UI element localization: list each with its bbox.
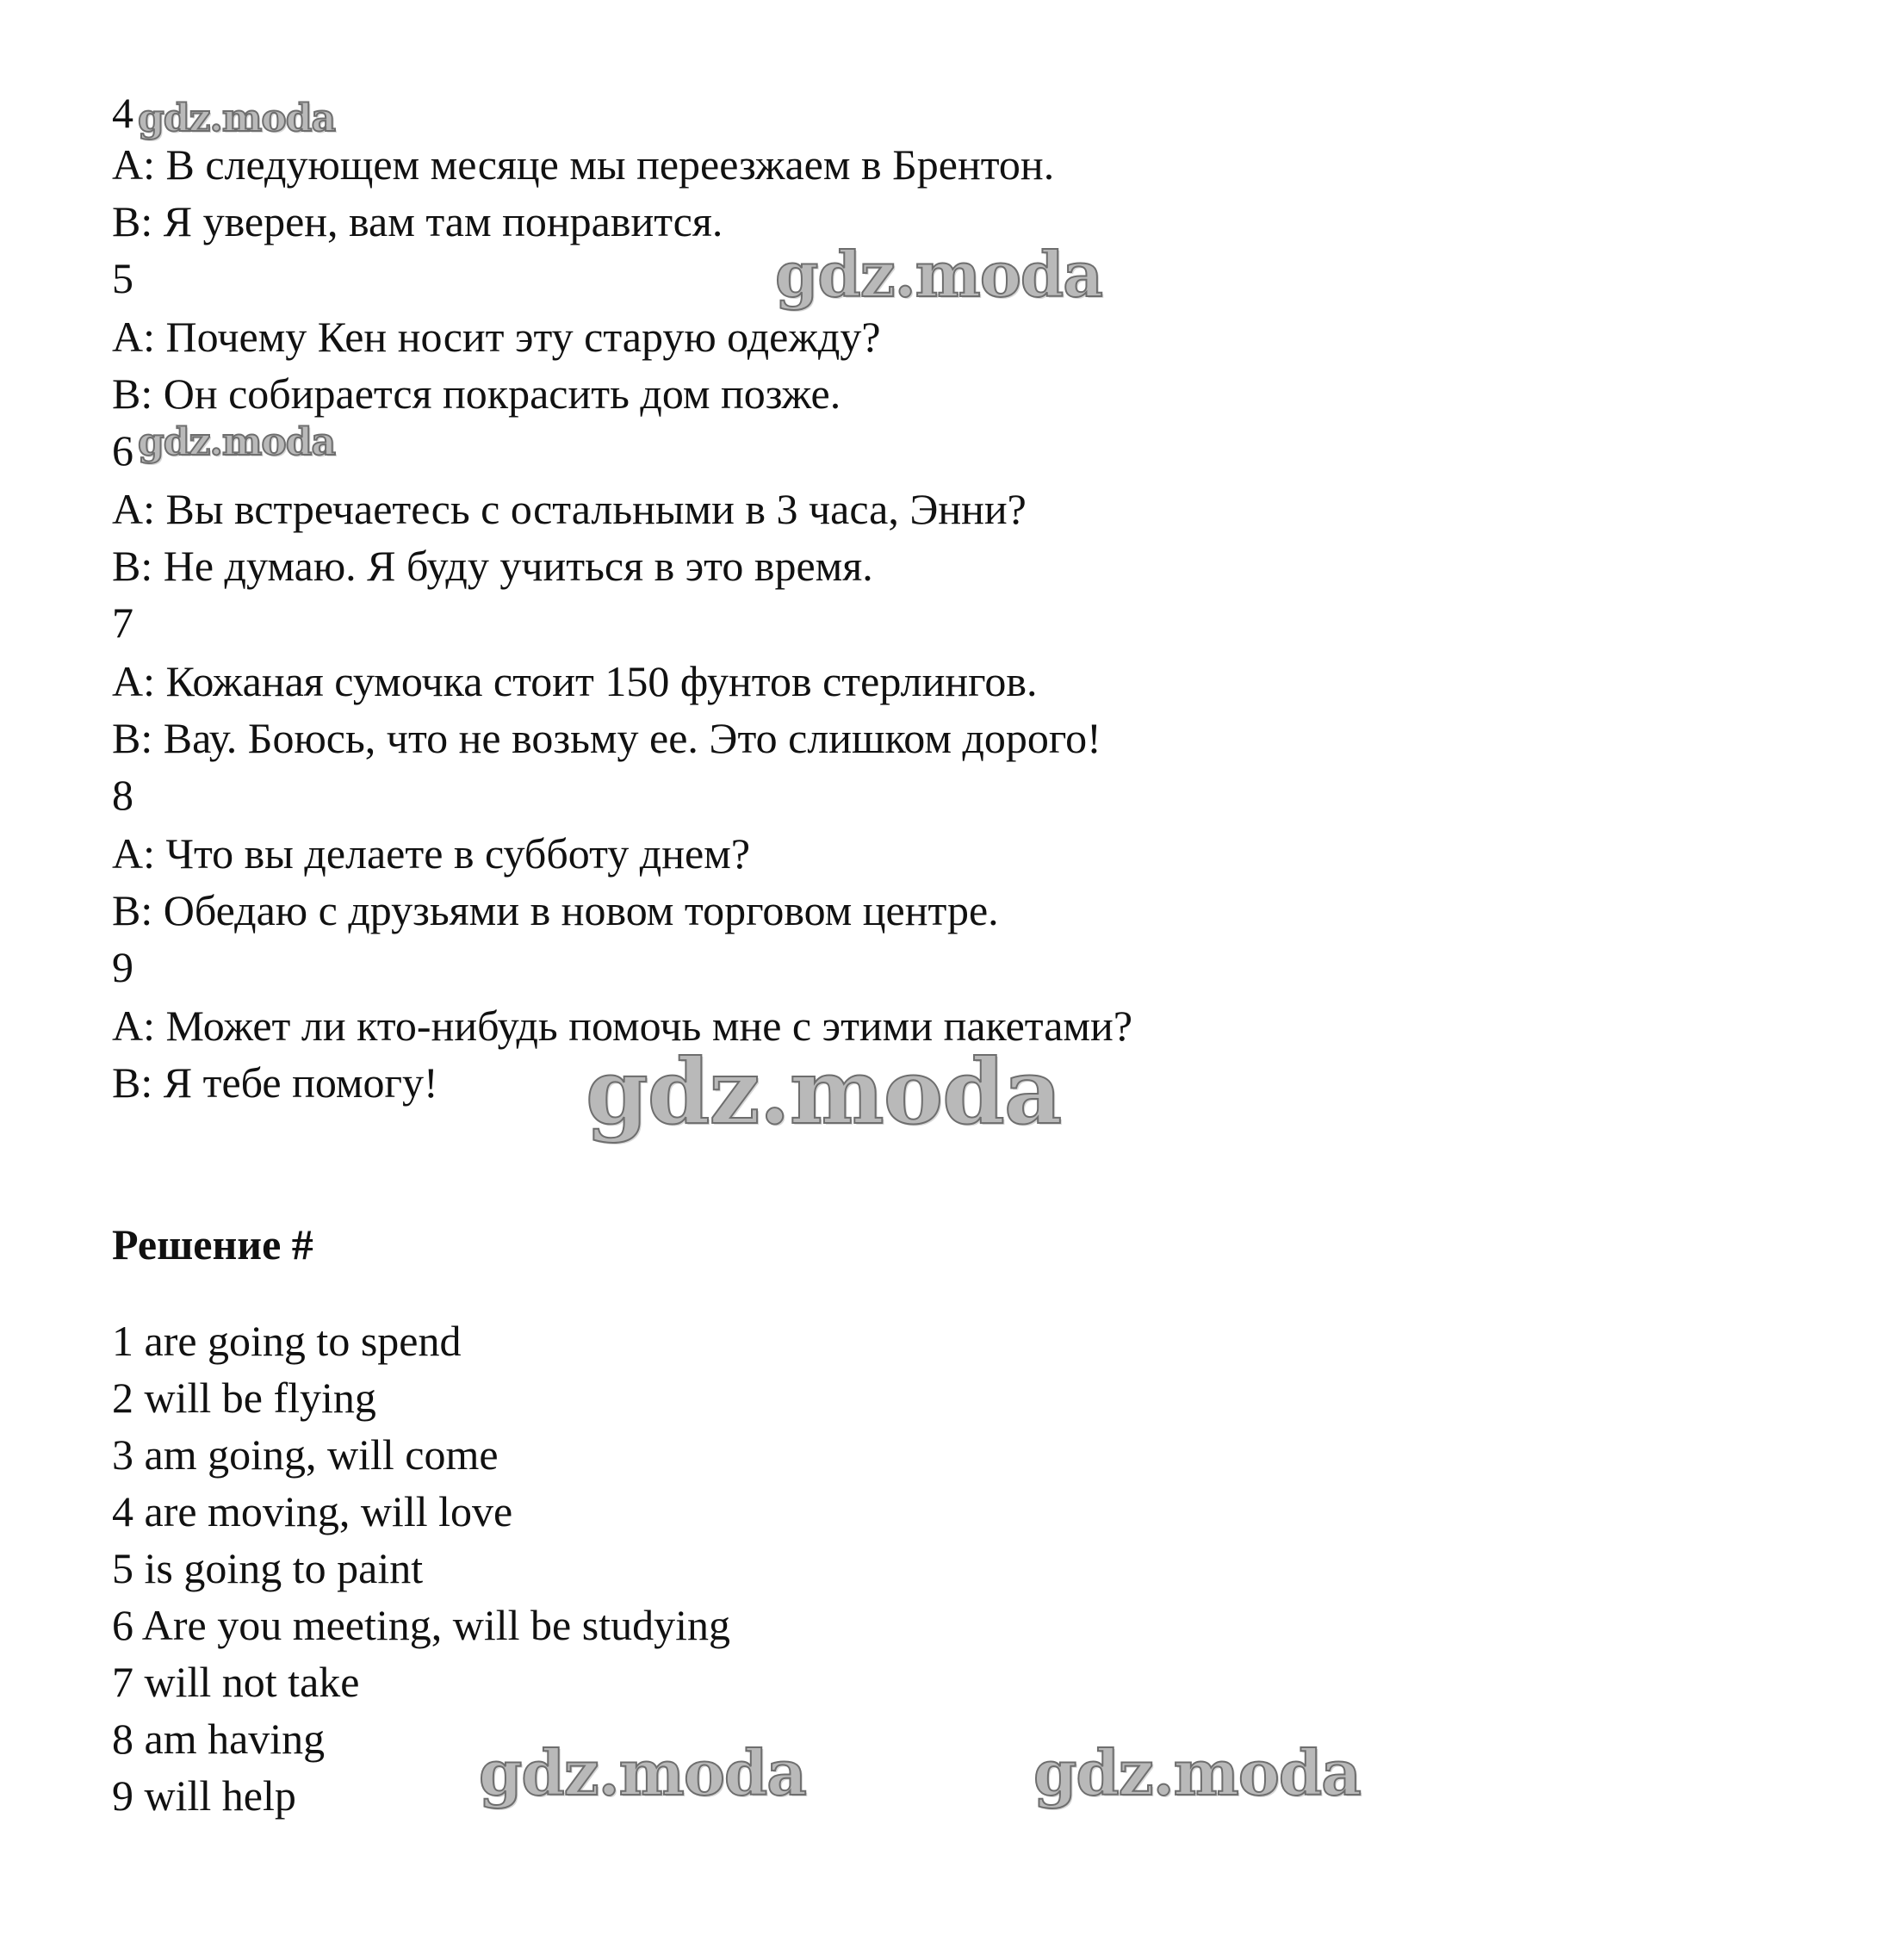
answer-item: 4 are moving, will love: [112, 1487, 513, 1535]
watermark: gdz.moda: [586, 1039, 1062, 1144]
solution-heading: Решение #: [112, 1220, 313, 1268]
answer-item: 6 Are you meeting, will be studying: [112, 1601, 730, 1649]
dialogue-number: 6: [112, 426, 133, 474]
dialogue-line-a: A: Кожаная сумочка стоит 150 фунтов стерлингов.: [112, 657, 1038, 705]
dialogue-number: 4: [112, 89, 133, 137]
dialogue-number: 9: [112, 943, 133, 991]
dialogue-line-a: A: Может ли кто-нибудь помочь мне с этими пакетами?: [112, 1002, 1133, 1050]
watermark: gdz.moda: [479, 1736, 806, 1809]
dialogue-line-b: B: Я тебе помогу!: [112, 1058, 438, 1107]
answer-item: 9 will help: [112, 1771, 296, 1820]
answer-item: 5 is going to paint: [112, 1544, 424, 1592]
dialogue-number: 5: [112, 254, 133, 302]
dialogue-number: 8: [112, 771, 133, 819]
dialogue-line-a: A: Вы встречаетесь с остальными в 3 часа, Энни?: [112, 485, 1027, 533]
dialogue-number: 7: [112, 599, 133, 647]
watermark: gdz.moda: [138, 96, 336, 140]
answer-item: 7 will not take: [112, 1658, 360, 1706]
watermark: gdz.moda: [1033, 1736, 1361, 1809]
watermark: gdz.moda: [138, 420, 336, 464]
dialogue-line-a: A: В следующем месяце мы переезжаем в Брентон.: [112, 140, 1055, 189]
watermark: gdz.moda: [775, 238, 1102, 311]
dialogue-line-b: B: Обедаю с друзьями в новом торговом центре.: [112, 886, 999, 934]
dialogue-line-b: B: Вау. Боюсь, что не возьму ее. Это слишком дорого!: [112, 714, 1101, 762]
dialogue-line-a: A: Почему Кен носит эту старую одежду?: [112, 313, 881, 361]
dialogue-line-b: B: Я уверен, вам там понравится.: [112, 197, 723, 245]
dialogue-line-b: B: Не думаю. Я буду учиться в это время.: [112, 542, 873, 590]
answer-item: 3 am going, will come: [112, 1430, 499, 1479]
answer-item: 8 am having: [112, 1715, 326, 1763]
answer-item: 2 will be flying: [112, 1374, 376, 1422]
answer-item: 1 are going to spend: [112, 1317, 462, 1365]
dialogue-line-b: B: Он собирается покрасить дом позже.: [112, 369, 841, 418]
dialogue-line-a: A: Что вы делаете в субботу днем?: [112, 829, 751, 878]
